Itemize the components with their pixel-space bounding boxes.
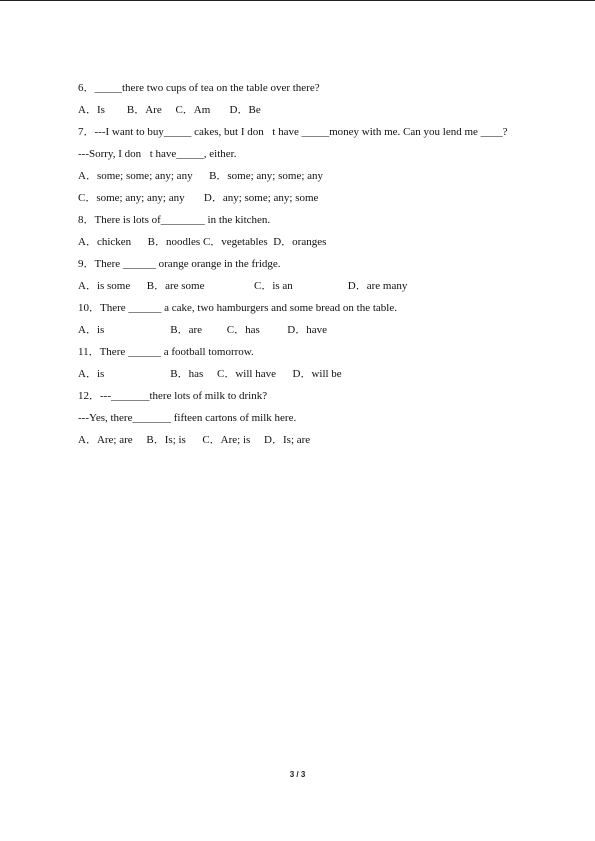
header-rule bbox=[0, 0, 595, 1]
question-7-options-cd: C．some; any; any; any D．any; some; any; some bbox=[78, 192, 319, 204]
question-10-options: A．is B．are C．has D．have bbox=[78, 324, 328, 336]
page-number: 3 / 3 bbox=[289, 770, 306, 779]
question-10: 10．There ______ a cake, two hamburgers and some bread on the table. bbox=[78, 302, 397, 314]
question-7: 7．---I want to buy_____ cakes, but I don t have _____money with me. Can you lend me ____? bbox=[78, 126, 508, 138]
question-7-reply: ---Sorry, I don t have_____, either. bbox=[78, 148, 237, 160]
question-6: 6．_____there two cups of tea on the table over there? bbox=[78, 82, 320, 94]
question-11-options: A．is B．has C．will have D．will be bbox=[78, 368, 342, 380]
question-9-options: A．is some B．are some C．is an D．are many bbox=[78, 280, 408, 292]
question-11: 11．There ______ a football tomorrow. bbox=[78, 346, 254, 358]
question-6-options: A．Is B．Are C．Am D．Be bbox=[78, 104, 261, 116]
question-12-reply: ---Yes, there_______ fifteen cartons of milk here. bbox=[78, 412, 297, 424]
question-8-options: A．chicken B．noodles C．vegetables D．oranges bbox=[78, 236, 327, 248]
question-list bbox=[78, 79, 558, 453]
question-9: 9．There ______ orange orange in the fridge. bbox=[78, 258, 281, 270]
question-8: 8．There is lots of________ in the kitchen. bbox=[78, 214, 271, 226]
question-7-options-ab: A．some; some; any; any B．some; any; some; any bbox=[78, 170, 324, 182]
question-12: 12．---_______there lots of milk to drink? bbox=[78, 390, 268, 402]
question-12-options: A．Are; are B．Is; is C．Are; is D．Is; are bbox=[78, 434, 311, 446]
